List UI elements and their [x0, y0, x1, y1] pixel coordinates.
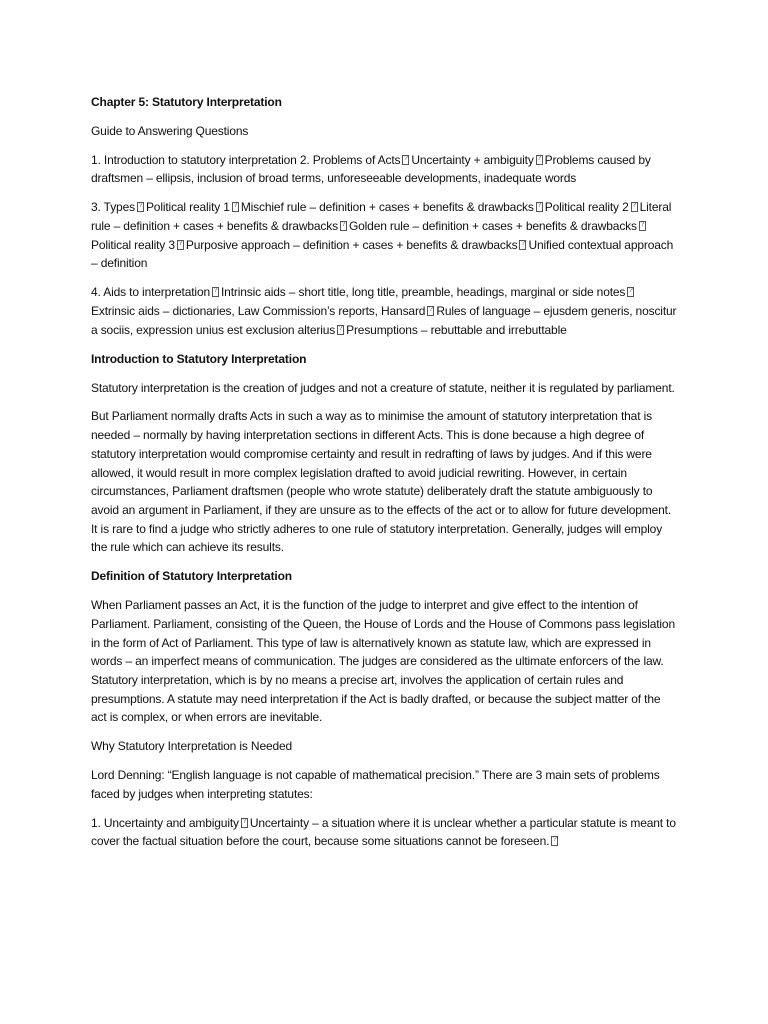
definition-paragraph: When Parliament passes an Act, it is the function of the judge to interpret and give effect to the intention of Parliament. Parliament, consisting of the Queen, the House of Lords and the House of Commons pass legislation in the form of Act of Parliament. This type of law is alternatively known as statute law, which are expressed in words – an imperfect means of communication. The judges are considered as the ultimate enforcers of the law. Statutory interpretation, which is by no means a precise art, involves the application of certain rules and presumptions. A statute may need interpretation if the Act is badly drafted, or because the subject matter of the act is complex, or when errors are inevitable.: [91, 598, 675, 725]
guide-item-3-text-b: Political reality 1: [145, 200, 230, 215]
document-page: [91, 93, 678, 861]
guide-item-4-text-d: Rules of language – ejusdem generis, noscitur a sociis, expression unius est exclusion alterius: [91, 304, 677, 337]
guide-item-3-text-e: Literal rule – definition + cases + benefits & drawbacks: [91, 200, 672, 234]
bullet-placeholder-icon: [232, 202, 239, 212]
bullet-placeholder-icon: [631, 202, 638, 212]
guide-item-4-text-c: Extrinsic aids – dictionaries, Law Commission’s reports, Hansard: [91, 304, 426, 319]
guide-item-4-text-a: 4. Aids to interpretation: [91, 285, 210, 300]
guide-item-3-text-h: Purposive approach – definition + cases + benefits & drawbacks: [185, 237, 518, 252]
bullet-placeholder-icon: [177, 240, 184, 250]
guide-item-3-text-f: Golden rule – definition + cases + benefits & drawbacks: [348, 219, 637, 234]
bullet-placeholder-icon: [137, 202, 144, 212]
guide-item-3-text-d: Political reality 2: [544, 200, 629, 215]
definition-heading: Definition of Statutory Interpretation: [91, 569, 292, 584]
guide-item-1-text-b: Uncertainty + ambiguity: [411, 152, 534, 167]
guide-item-3-text-i: Unified contextual approach – definition: [91, 237, 674, 271]
bullet-placeholder-icon: [340, 221, 347, 231]
guide-item-1: [91, 151, 678, 188]
denning-paragraph: Lord Denning: “English language is not capable of mathematical precision.” There are 3 main sets of problems faced by judges when interpreting statutes:: [91, 768, 660, 801]
guide-item-1-text-c: Problems caused by draftsmen – ellipsis, inclusion of broad terms, unforeseeable developments, inadequate words: [91, 152, 651, 186]
guide-item-3-text-c: Mischief rule – definition + cases + benefits & drawbacks: [240, 200, 534, 215]
guide-item-4-text-e: Presumptions – rebuttable and irrebuttable: [346, 322, 567, 337]
guide-item-4-text-b: Intrinsic aids – short title, long title, preamble, headings, marginal or side notes: [221, 285, 626, 300]
guide-item-4: [91, 283, 678, 339]
bullet-placeholder-icon: [337, 325, 344, 335]
intro-paragraph-1: Statutory interpretation is the creation of judges and not a creature of statute, neither it is regulated by parliament.: [91, 380, 675, 395]
why-heading: Why Statutory Interpretation is Needed: [91, 739, 293, 754]
bullet-placeholder-icon: [551, 836, 558, 846]
problem-item-1: [91, 814, 678, 851]
guide-item-3-text-g: Political reality 3: [91, 237, 175, 252]
bullet-placeholder-icon: [536, 202, 543, 212]
guide-item-3-text-a: 3. Types: [91, 200, 135, 215]
bullet-placeholder-icon: [627, 287, 634, 297]
bullet-placeholder-icon: [536, 155, 543, 165]
guide-item-3: [91, 198, 678, 273]
intro-heading: Introduction to Statutory Interpretation: [91, 351, 307, 366]
problem-item-1-text-b: Uncertainty – a situation where it is unclear whether a particular statute is meant to cover the factual situation before the court, because some situations cannot be foreseen.: [91, 815, 676, 849]
guide-item-1-text-a: 1. Introduction to statutory interpretation 2. Problems of Acts: [91, 152, 401, 167]
chapter-title: Chapter 5: Statutory Interpretation: [91, 95, 282, 109]
bullet-placeholder-icon: [519, 240, 526, 250]
bullet-placeholder-icon: [427, 306, 434, 316]
bullet-placeholder-icon: [241, 818, 248, 828]
bullet-placeholder-icon: [212, 287, 219, 297]
intro-paragraph-2: But Parliament normally drafts Acts in such a way as to minimise the amount of statutory interpretation that is needed – normally by having interpretation sections in different Acts. This is done because a high degree of statutory interpretation would compromise certainty and result in redrafting of laws by judges. And if this were allowed, it would result in more complex legislation drafted to avoid judicial rewriting. However, in certain circumstances, Parliament draftsmen (people who wrote statute) deliberately draft the statute ambiguously to avoid an argument in Parliament, if they are unsure as to the effects of the act or to allow for future development. It is rare to find a judge who strictly adheres to one rule of statutory interpretation. Generally, judges will employ the rule which can achieve its results.: [91, 409, 672, 555]
problem-item-1-text-a: 1. Uncertainty and ambiguity: [91, 815, 239, 830]
bullet-placeholder-icon: [402, 155, 409, 165]
guide-title: Guide to Answering Questions: [91, 123, 249, 138]
bullet-placeholder-icon: [639, 221, 646, 231]
